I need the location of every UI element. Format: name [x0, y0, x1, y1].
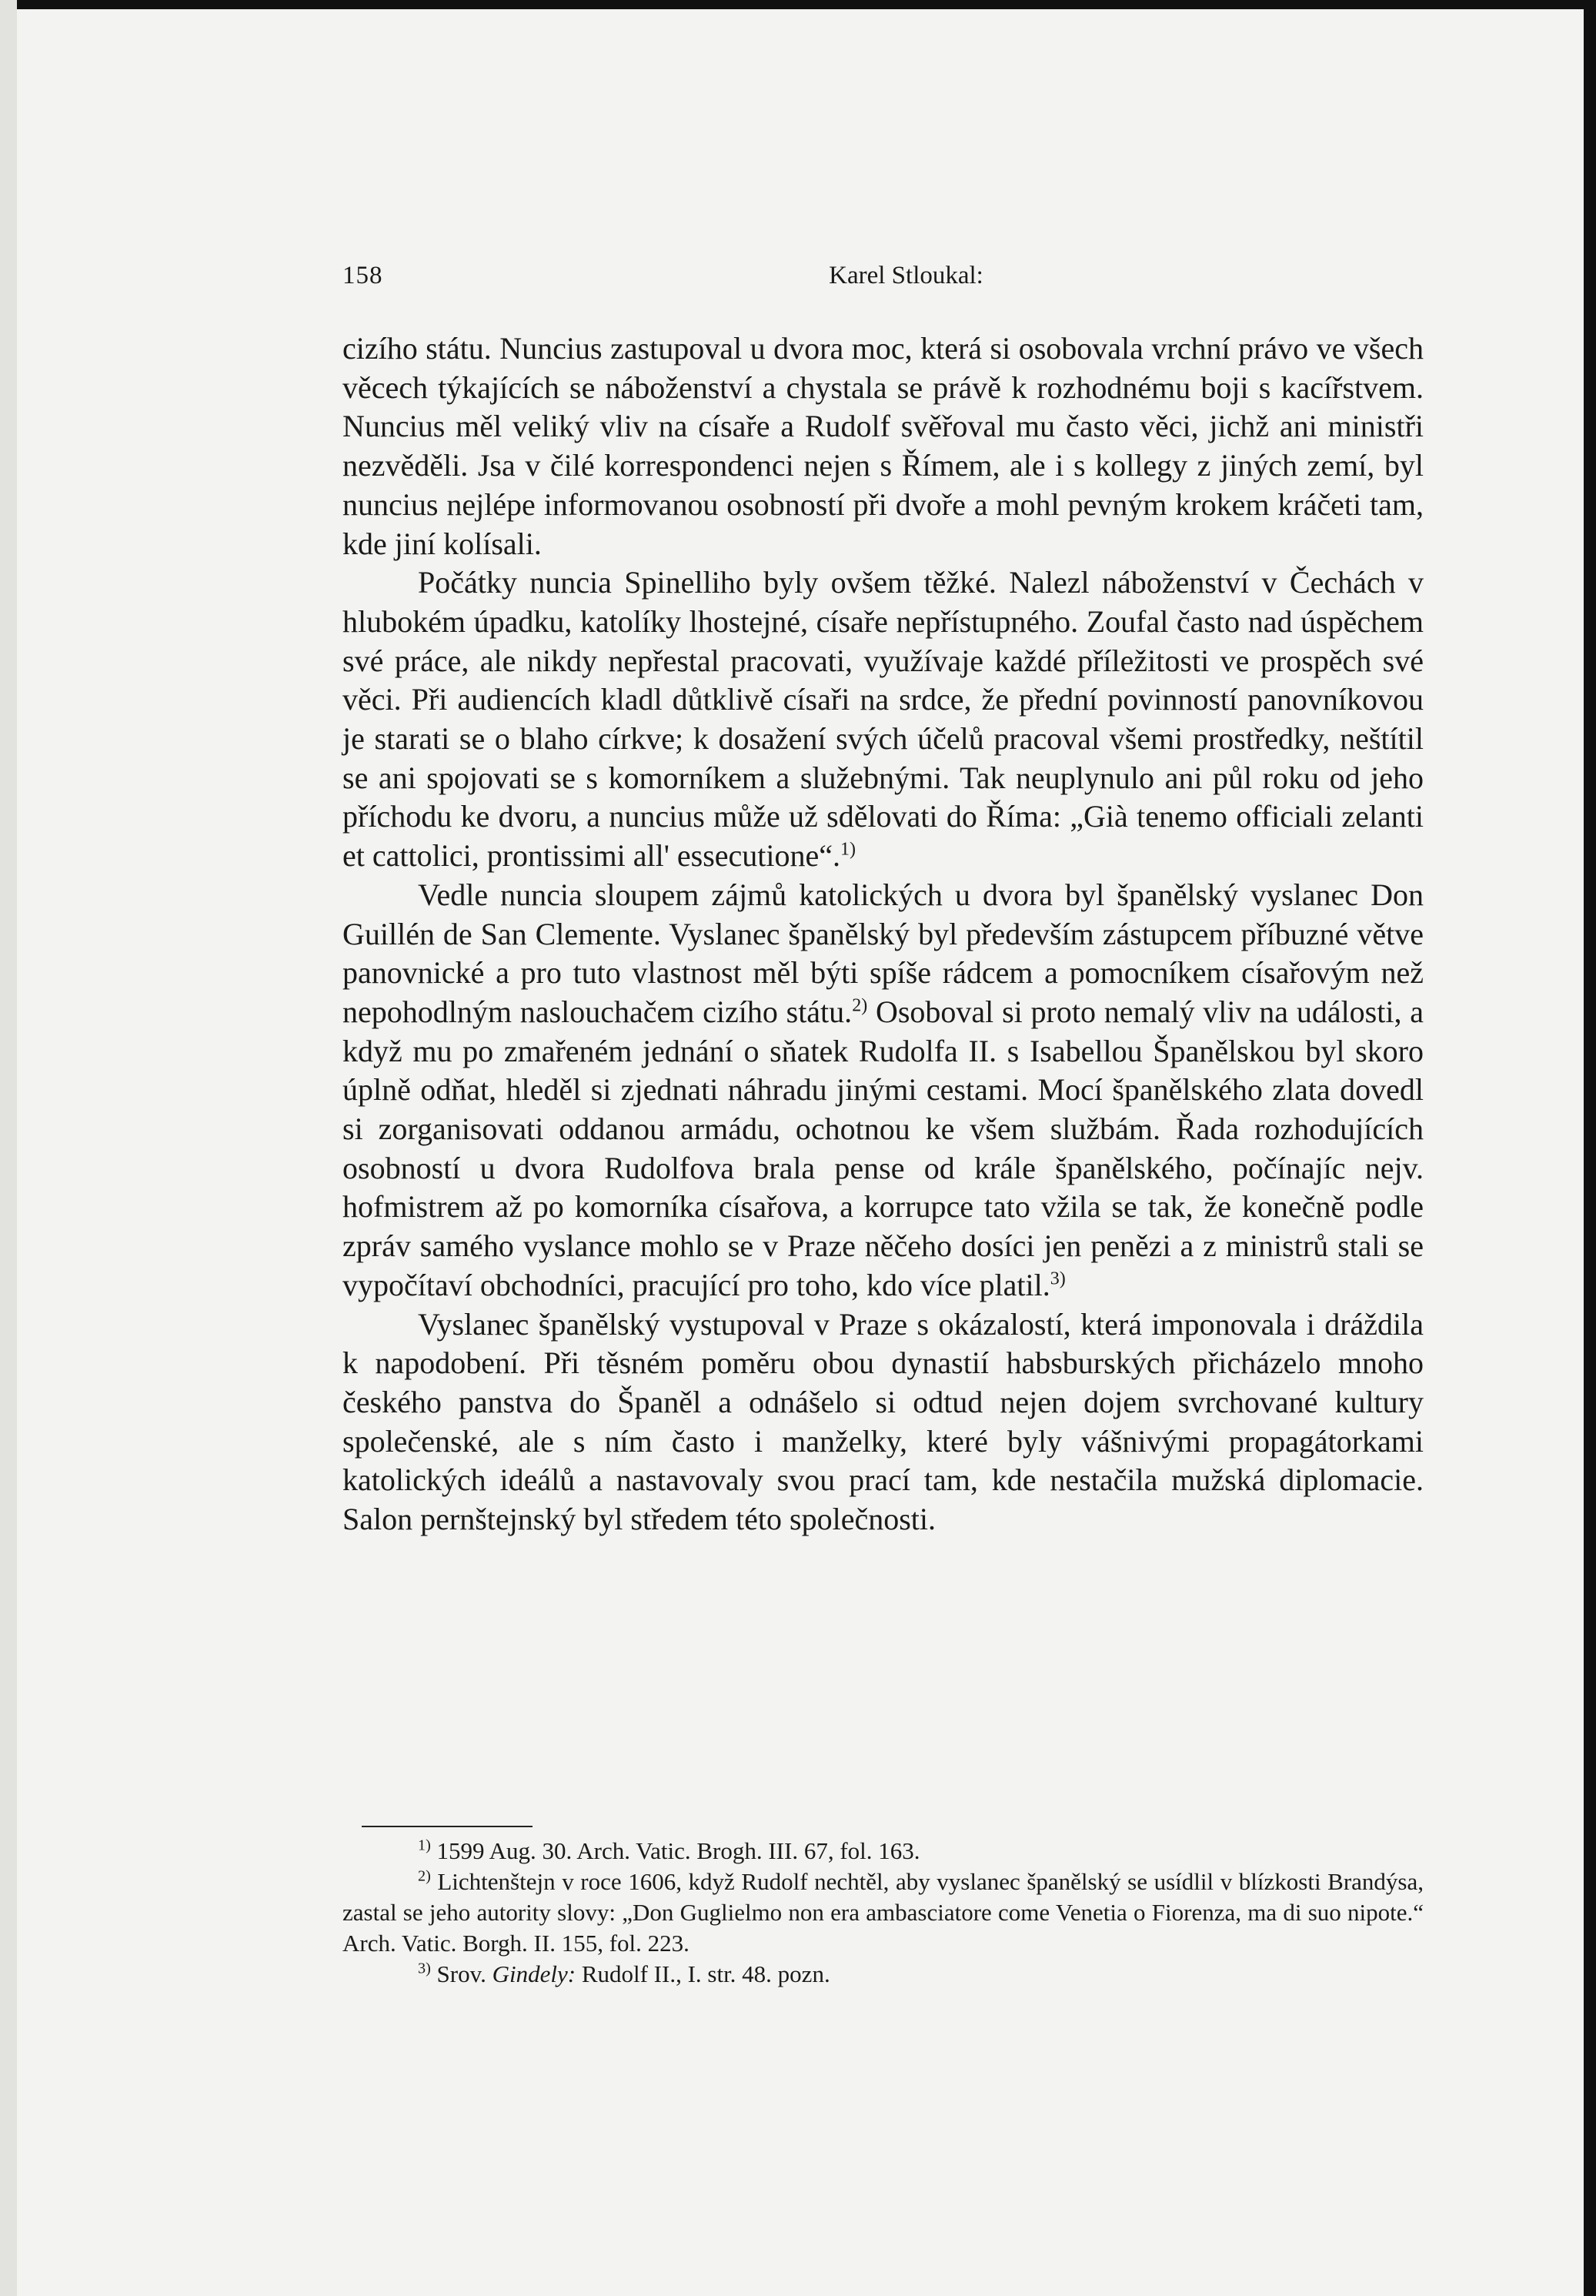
- footnotes: [342, 1836, 1424, 1990]
- footnote-3: [342, 1959, 1424, 1990]
- scan-border-left: [0, 0, 17, 2296]
- footnote-ref-1: 1): [840, 839, 856, 860]
- footnote-separator: [362, 1826, 533, 1827]
- footnote-ref-3: 3): [1050, 1268, 1066, 1289]
- footnote-ref-2: 2): [852, 995, 868, 1016]
- footnote-3-mark: 3): [418, 1960, 431, 1977]
- footnote-3-text-a: Srov.: [430, 1960, 492, 1987]
- footnote-1-text: 1599 Aug. 30. Arch. Vatic. Brogh. III. 67, fol. 163.: [430, 1837, 920, 1864]
- page-header: [342, 262, 1424, 300]
- footnote-3-author: Gindely:: [492, 1960, 576, 1987]
- running-title: Karel Stloukal:: [829, 262, 983, 289]
- paragraph-3-text-a: Vedle nuncia sloupem zájmů katolických u dvora byl španělský vyslanec Don Guillén de San Clemente. Vyslanec španělský byl především zástupcem příbuzné větve panovnické a pro tuto vlastnost měl býti spíše rádcem a pomocníkem císařovým než nepohodlným naslouchačem cizího státu.: [342, 877, 1424, 1029]
- footnote-3-text-b: Rudolf II., I. str. 48. pozn.: [576, 1960, 830, 1987]
- main-text: [342, 329, 1424, 1539]
- footnote-1: [342, 1836, 1424, 1867]
- paragraph-3: [342, 876, 1424, 1305]
- footnote-1-mark: 1): [418, 1836, 431, 1854]
- page-number: 158: [342, 262, 383, 289]
- paragraph-4-text: Vyslanec španělský vystupoval v Praze s okázalostí, která imponovala i dráždila k napodobení. Při těsném poměru obou dynastií habsburských přicházelo mnoho českého panstva do Španěl a odnášelo si odtud nejen dojem svrchované kultury společenské, ale s ním často i manželky, které byly vášnivými propagátorkami katolických ideálů a nastavovaly svou prací tam, kde nestačila mužská diplomacie. Salon pernštejnský byl středem této společnosti.: [342, 1306, 1424, 1537]
- paragraph-3-text-b: Osoboval si proto nemalý vliv na události, a když mu po zmařeném jednání o sňatek Rudolfa II. s Isabellou Španělskou byl skoro úplně odňat, hleděl si zjednati náhradu jinými cestami. Mocí španělského zlata dovedl si zorganisovati oddanou armádu, ochotnou ke všem službám. Řada rozhodujících osobností u dvora Rudolfova brala pense od krále španělského, počínajíc nejv. hofmistrem až po komorníka císařova, a korrupce tato vžila se tak, že konečně podle zpráv samého vyslance mohlo se v Praze něčeho dosíci jen penězi a z ministrů stali se vypočítaví obchodníci, pracující pro toho, kdo více platil.: [342, 994, 1424, 1302]
- paragraph-2: [342, 563, 1424, 876]
- footnote-2-mark: 2): [418, 1867, 431, 1885]
- paragraph-1: [342, 329, 1424, 563]
- scan-border-top: [0, 0, 1596, 9]
- footnote-2-text: Lichtenštejn v roce 1606, když Rudolf nechtěl, aby vyslanec španělský se usídlil v blízkosti Brandýsa, zastal se jeho autority slovy: „Don Guglielmo non era ambasciatore come Venetia o Fiorenza, ma di suo nipote.“ Arch. Vatic. Borgh. II. 155, fol. 223.: [342, 1868, 1424, 1957]
- footnote-2: [342, 1867, 1424, 1959]
- paragraph-4: [342, 1305, 1424, 1539]
- paragraph-2-text: Počátky nuncia Spinelliho byly ovšem těžké. Nalezl náboženství v Čechách v hlubokém úpadku, katolíky lhostejné, císaře nepřístupného. Zoufal často nad úspěchem své práce, ale nikdy nepřestal pracovati, využívaje každé příležitosti ve prospěch své věci. Při audiencích kladl důtklivě císaři na srdce, že přední povinností panovníkovou je starati se o blaho církve; k dosažení svých účelů pracoval všemi prostředky, neštítil se ani spojovati se s komorníkem a služebnými. Tak neuplynulo ani půl roku od jeho příchodu ke dvoru, a nuncius může už sdělovati do Říma: „Già tenemo officiali zelanti et cattolici, prontissimi all' essecutione“.: [342, 565, 1424, 874]
- scan-border-right: [1584, 0, 1596, 2296]
- paragraph-1-text: cizího státu. Nuncius zastupoval u dvora moc, která si osobovala vrchní právo ve všech věcech týkajících se náboženství a chystala se právě k rozhodnému boji s kacířstvem. Nuncius měl veliký vliv na císaře a Rudolf svěřoval mu často věci, jichž ani ministři nezvěděli. Jsa v čilé korrespondenci nejen s Římem, ale i s kollegy z jiných zemí, byl nuncius nejlépe informovanou osobností při dvoře a mohl pevným krokem kráčeti tam, kde jiní kolísali.: [342, 331, 1424, 561]
